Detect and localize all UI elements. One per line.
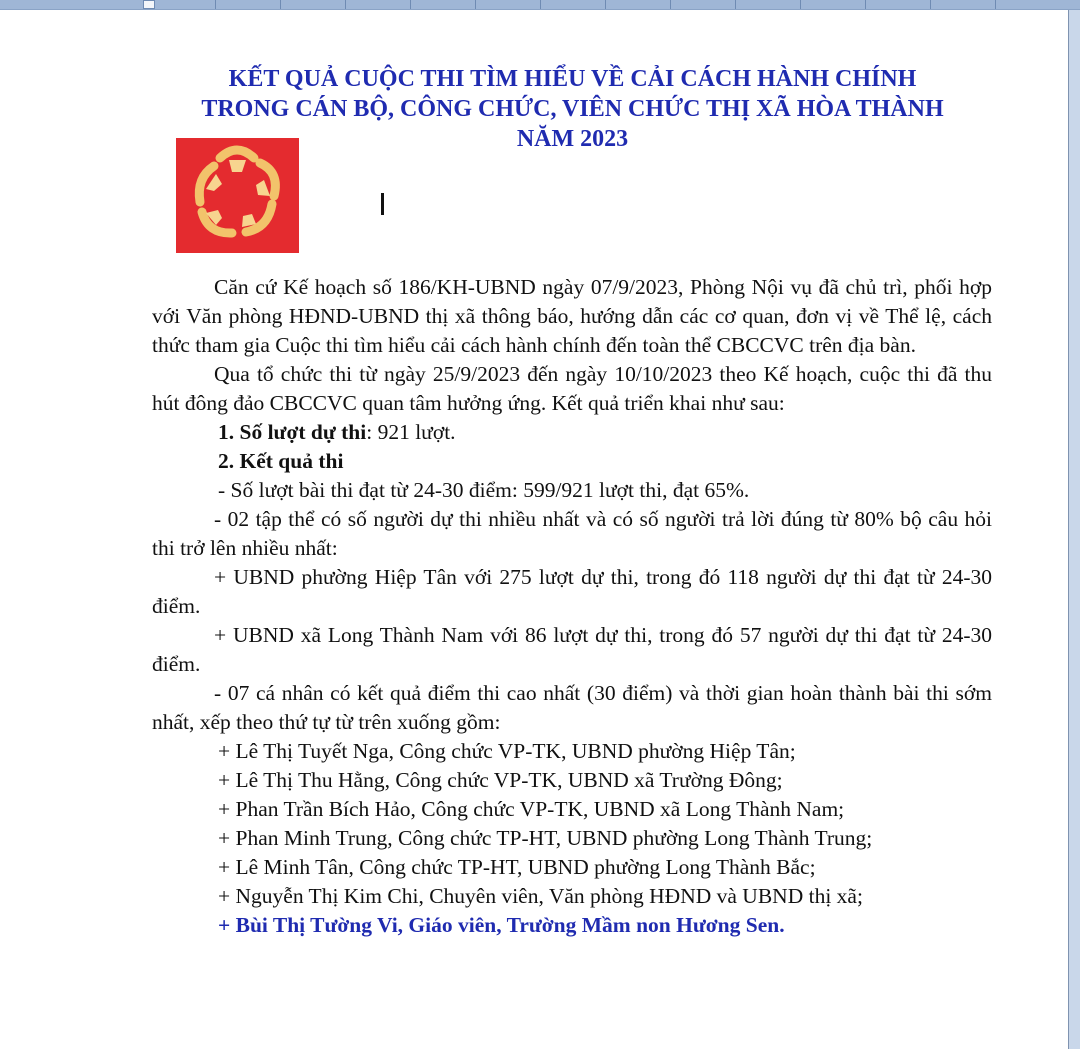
item-results-heading [152, 447, 992, 476]
title-line-3: NĂM 2023 [516, 126, 629, 152]
ruler-tick [215, 0, 216, 9]
window-right-edge [1069, 10, 1080, 1049]
winner-line: + Lê Minh Tân, Công chức TP-HT, UBND phường Long Thành Bắc; [218, 855, 816, 879]
winner-line: + Phan Trần Bích Hảo, Công chức VP-TK, UBND xã Long Thành Nam; [218, 797, 845, 821]
ruler-tick [865, 0, 866, 9]
winner-line-highlighted: + Bùi Thị Tường Vi, Giáo viên, Trường Mầm non Hương Sen. [218, 913, 785, 937]
winner-line: + Phan Minh Trung, Công chức TP-HT, UBND phường Long Thành Trung; [218, 826, 873, 850]
ruler-indent-marker[interactable] [143, 0, 155, 9]
ruler-tick [670, 0, 671, 9]
result-line: - Số lượt bài thi đạt từ 24-30 điểm: 599/921 lượt thi, đạt 65%. [218, 478, 750, 502]
star-hands-icon [176, 138, 299, 253]
paragraph-summary: Qua tổ chức thi từ ngày 25/9/2023 đến ngày 10/10/2023 theo Kế hoạch, cuộc thi đã thu hút đông đảo CBCCVC quan tâm hưởng ứng. Kết quả triển khai như sau: [152, 362, 992, 415]
paragraph-intro: Căn cứ Kế hoạch số 186/KH-UBND ngày 07/9/2023, Phòng Nội vụ đã chủ trì, phối hợp với Văn phòng HĐND-UBND thị xã thông báo, hướng dẫn các cơ quan, đơn vị về Thể lệ, cách thức tham gia Cuộc thi tìm hiểu cải cách hành chính đến toàn thể CBCCVC trên địa bàn. [152, 275, 992, 357]
title-line-1: KẾT QUẢ CUỘC THI TÌM HIỂU VỀ CẢI CÁCH HÀNH CHÍNH [228, 66, 917, 92]
ruler-tick [995, 0, 996, 9]
document-body[interactable] [152, 273, 992, 940]
title-line-2: TRONG CÁN BỘ, CÔNG CHỨC, VIÊN CHỨC THỊ XÃ HÒA THÀNH [201, 96, 944, 122]
administrative-reform-logo[interactable] [176, 138, 299, 253]
result-line: - 02 tập thể có số người dự thi nhiều nhất và có số người trả lời đúng từ 80% bộ câu hỏi thi trở lên nhiều nhất: [152, 507, 992, 560]
item-results-label: 2. Kết quả thi [218, 449, 344, 473]
result-line: + UBND phường Hiệp Tân với 275 lượt dự thi, trong đó 118 người dự thi đạt từ 24-30 điểm. [152, 565, 992, 618]
ruler-tick [605, 0, 606, 9]
ruler-tick [280, 0, 281, 9]
ruler-tick [540, 0, 541, 9]
ruler-tick [930, 0, 931, 9]
winner-line: + Lê Thị Tuyết Nga, Công chức VP-TK, UBND phường Hiệp Tân; [218, 739, 796, 763]
item-participation-label: 1. Số lượt dự thi [218, 420, 367, 444]
item-participation [152, 418, 992, 447]
ruler-tick [475, 0, 476, 9]
text-cursor [381, 193, 384, 215]
winner-line: + Nguyễn Thị Kim Chi, Chuyên viên, Văn phòng HĐND và UBND thị xã; [218, 884, 863, 908]
ruler-tick [735, 0, 736, 9]
ruler-tick [410, 0, 411, 9]
result-line: + UBND xã Long Thành Nam với 86 lượt dự thi, trong đó 57 người dự thi đạt từ 24-30 điểm. [152, 623, 992, 676]
ruler-tick [345, 0, 346, 9]
result-line: - 07 cá nhân có kết quả điểm thi cao nhất (30 điểm) và thời gian hoàn thành bài thi sớm nhất, xếp theo thứ tự từ trên xuống gồm: [152, 681, 992, 734]
ruler-tick [800, 0, 801, 9]
horizontal-ruler[interactable] [0, 0, 1080, 10]
item-participation-value: : 921 lượt. [366, 420, 456, 444]
winner-line: + Lê Thị Thu Hằng, Công chức VP-TK, UBND xã Trường Đông; [218, 768, 783, 792]
